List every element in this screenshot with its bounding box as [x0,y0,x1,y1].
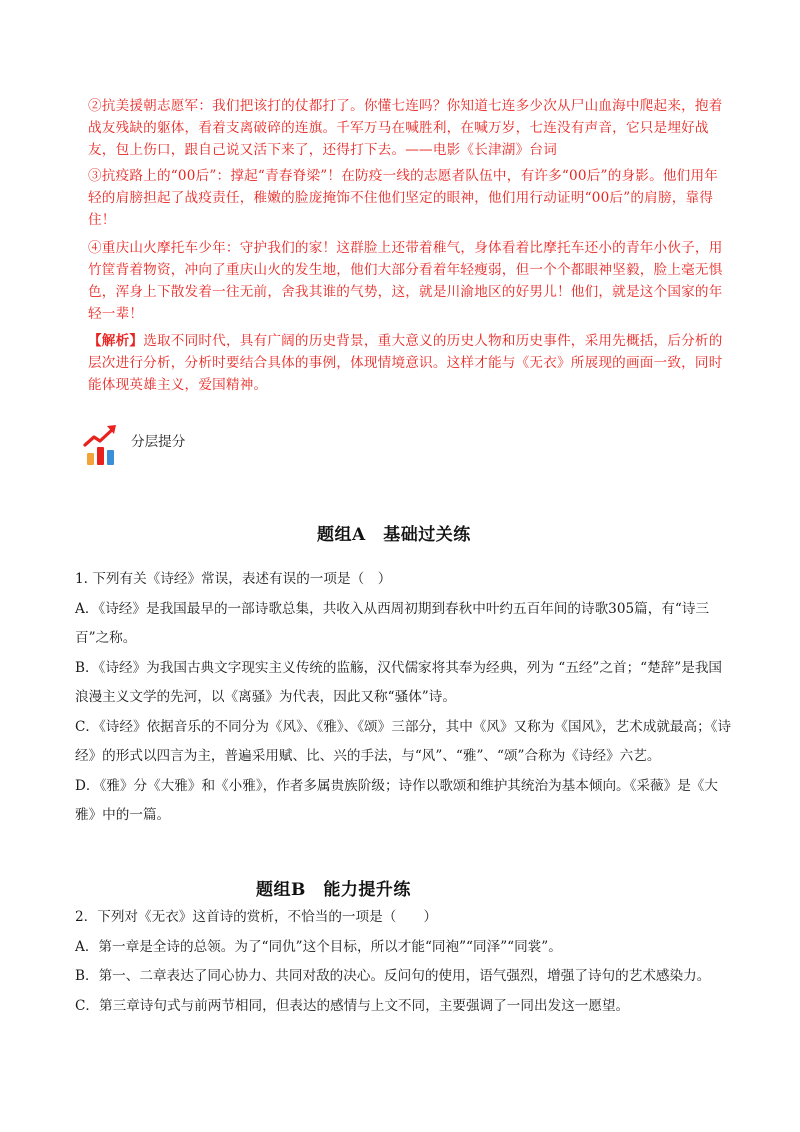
analysis-content [88,330,728,396]
question-1-option-d: D．《雅》分《大雅》和《小雅》，作者多属贵族阶级；诗作以歌颂和维护其统治为基本倾向。《采薇》是《大雅》中的一篇。 [75,777,718,823]
example-yiqing-text: ③抗疫路上的“00后”：撑起“青春脊梁”！在防疫一线的志愿者队伍中，有许多“00后”的身影。他们用年轻的肩膀担起了战疫责任，稚嫩的脸庞掩饰不住他们坚定的眼神，他们用行动证明“00后”的肩膀，靠得住！ [88,168,719,228]
analysis-tag: 【解析】 [88,333,144,349]
chart-bar-2 [97,447,104,465]
question-2-option-b: B．第一、二章表达了同心协力、共同对敌的决心。反问句的使用，语气强烈，增强了诗句的艺术感染力。 [75,968,711,984]
example-chongqing-text: ④重庆山火摩托车少年：守护我们的家！这群脸上还带着稚气，身体看着比摩托车还小的青年小伙子，用竹筐背着物资，冲向了重庆山火的发生地，他们大部分看着年轻瘦弱，但一个个都眼神坚毅，脸上毫无惧色，浑身上下散发着一往无前，舍我其谁的气势，这，就是川渝地区的好男儿！他们，就是这个国家的年轻一辈！ [88,240,723,322]
question-1-option-b: B．《诗经》为我国古典文字现实主义传统的监觞，汉代儒家将其奉为经典，列为 “五经”之首；“楚辞”是我国浪漫主义文学的先河，以《离骚》为代表，因此又称“骚体”诗。 [75,659,723,705]
question-2-option-c: C．第三章诗句式与前两节相同，但表达的感情与上文不同，主要强调了一同出发这一愿望。 [75,997,630,1014]
question-1 [75,534,735,831]
analysis-body: 选取不同时代，具有广阔的历史背景，重大意义的历史人物和历史事件，采用先概括，后分析的层次进行分析，分析时要结合具体的事例，体现情境意识。这样才能与《无衣》所展现的画面一致，同时能体现英雄主义，爱国精神。 [88,333,723,393]
question-1-stem: 1. 下列有关《诗经》常误，表述有误的一项是（ ） [75,571,392,587]
group-a-title: 题组A 基础过关练 [317,525,471,545]
question-1-option-c: C．《诗经》依据音乐的不同分为《风》、《雅》、《颂》三部分，其中《风》又称为《国风》，艺术成就最高；《诗经》的形式以四言为主，普遍采用赋、比、兴的手法，与“风”、“雅”、“颂”合称为《诗经》六艺。 [75,718,732,764]
example-chongqing [88,237,728,325]
chart-bar-3 [107,450,114,465]
question-2 [75,903,735,1021]
example-yiqing [88,165,728,231]
question-2-stem: 2．下列对《无衣》这首诗的赏析，不恰当的一项是（ ） [75,909,438,925]
chart-bar-1 [87,453,94,465]
question-2-option-a: A．第一章是全诗的总领。为了“同仇”这个目标，所以才能“同袍”“同泽”“同裳”。 [75,938,562,955]
example-kangmei-text: ②抗美援朝志愿军：我们把该打的仗都打了。你懂七连吗？你知道七连多少次从尸山血海中爬起来，抱着战友残缺的躯体，看着支离破碎的连旗。千军万马在喊胜利，在喊万岁，七连没有声音，它只是埋好战友，包上伤口，跟自己说又活下来了，还得打下去。——电影《长津湖》台词 [88,98,723,158]
analysis-paragraph [88,330,728,396]
example-kangmei [88,95,728,161]
chart-arrow-line [85,429,113,445]
badge-label: 分层提分 [131,434,186,450]
group-b-title: 题组B 能力提升练 [256,880,411,900]
question-1-option-a: A．《诗经》是我国最早的一部诗歌总集，共收入从西周初期到春秋中叶约五百年间的诗歌305篇，有“诗三百”之称。 [75,600,710,646]
